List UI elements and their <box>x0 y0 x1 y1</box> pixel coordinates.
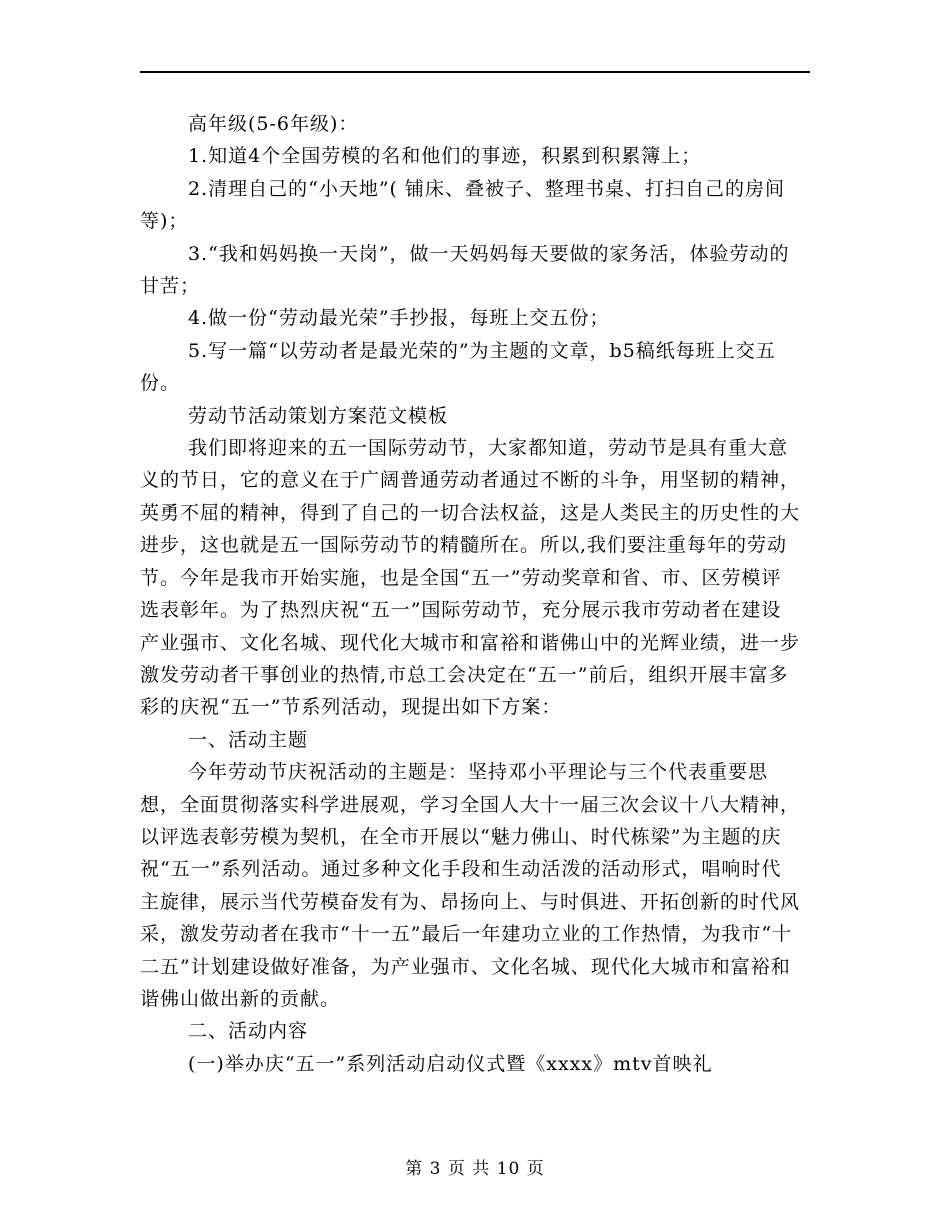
task-item-5: 5.写一篇“以劳动者是最光荣的”为主题的文章，b5稿纸每班上交五份。 <box>140 339 776 395</box>
task-item-4: 4.做一份“劳动最光荣”手抄报，每班上交五份； <box>188 307 610 330</box>
grade-heading: 高年级(5-6年级)： <box>188 113 359 135</box>
section-title: 劳动节活动策划方案范文模板 <box>188 404 449 427</box>
heading-activity-content: 二、活动内容 <box>188 1020 309 1043</box>
page-footer: 第 3 页 共 10 页 <box>405 1159 545 1179</box>
document-body <box>140 108 800 1080</box>
activity-item-1: (一)举办庆“五一”系列活动启动仪式暨《xxxx》mtv首映礼 <box>188 1052 713 1075</box>
task-item-1: 1.知道4个全国劳模的名和他们的事迹，积累到积累簿上； <box>188 145 702 168</box>
intro-paragraph: 我们即将迎来的五一国际劳动节，大家都知道，劳动节是具有重大意义的节日，它的意义在于广阔普通劳动者通过不断的斗争，用坚韧的精神，英勇不屈的精神，得到了自己的一切合法权益，这是人类民主的历史性的大进步，这也就是五一国际劳动节的精髓所在。所以,我们要注重每年的劳动节。今年是我市开始实施，也是全国“五一”劳动奖章和省、市、区劳模评选表彰年。为了热烈庆祝“五一”国际劳动节，充分展示我市劳动者在建设产业强市、文化名城、现代化大城市和富裕和谐佛山中的光辉业绩，进一步激发劳动者干事创业的热情,市总工会决定在“五一”前后，组织开展丰富多彩的庆祝“五一”节系列活动，现提出如下方案： <box>140 437 801 719</box>
theme-paragraph: 今年劳动节庆祝活动的主题是：坚持邓小平理论与三个代表重要思想，全面贯彻落实科学进展观，学习全国人大十一届三次会议十八大精神，以评选表彰劳模为契机，在全市开展以“魅力佛山、时代栋梁”为主题的庆祝“五一”系列活动。通过多种文化手段和生动活泼的活动形式，唱响时代主旋律，展示当代劳模奋发有为、昂扬向上、与时俱进、开拓创新的时代风采，激发劳动者在我市“十一五”最后一年建功立业的工作热情，为我市“十二五”计划建设做好准备，为产业强市、文化名城、现代化大城市和富裕和谐佛山做出新的贡献。 <box>140 761 801 1010</box>
heading-activity-theme: 一、活动主题 <box>188 728 309 751</box>
task-item-3: 3.“我和妈妈换一天岗”，做一天妈妈每天要做的家务活，体验劳动的甘苦； <box>140 242 790 298</box>
header-rule <box>140 71 810 73</box>
task-item-2: 2.清理自己的“小天地”( 铺床、叠被子、整理书桌、打扫自己的房间等)； <box>140 177 786 233</box>
